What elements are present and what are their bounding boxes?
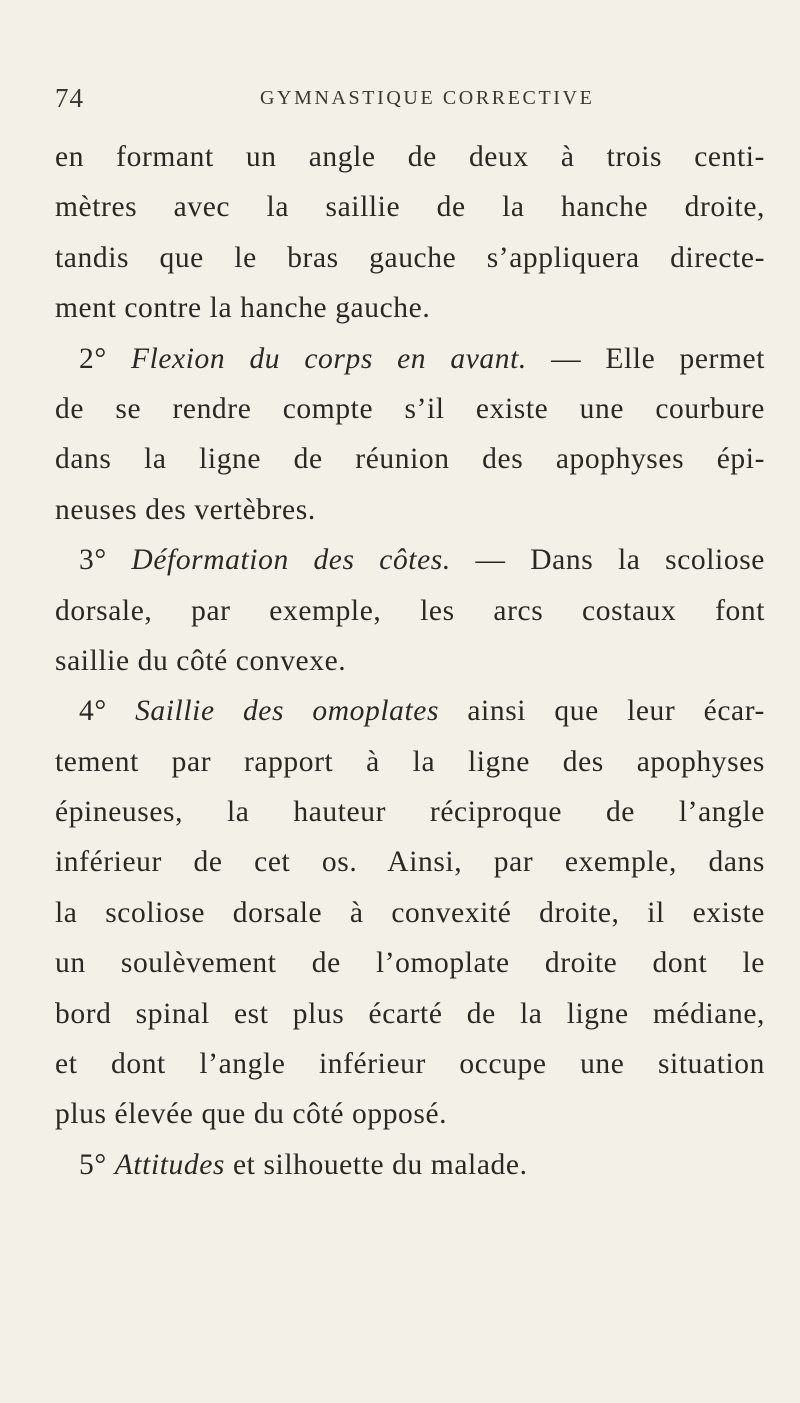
- section-number: 2°: [79, 342, 131, 375]
- section-number: 3°: [79, 544, 132, 577]
- text-line: mètres avec la saillie de la hanche droite,: [55, 191, 765, 224]
- text-line: plus élevée que du côté opposé.: [55, 1098, 448, 1131]
- text-line: dans la ligne de réunion des apophyses épi-: [55, 443, 765, 476]
- section-5-heading-line: [55, 1140, 765, 1190]
- section-title: Saillie des omoplates: [135, 695, 440, 728]
- text-line: tement par rapport à la ligne des apophyses: [55, 745, 765, 778]
- section-number: 5°: [79, 1148, 115, 1181]
- text-line: la scoliose dorsale à convexité droite, il existe: [55, 896, 765, 929]
- section-title: Flexion du corps en avant.: [130, 342, 527, 375]
- page-number: 74: [55, 83, 84, 113]
- text-line: épineuses, la hauteur réciproque de l’angle: [55, 796, 765, 829]
- section-title: Attitudes: [114, 1148, 226, 1181]
- text-line: un soulèvement de l’omoplate droite dont le: [55, 947, 765, 980]
- section-2-heading-line: [55, 334, 765, 384]
- text-line: ment contre la hanche gauche.: [55, 292, 431, 325]
- section-title: Déformation des côtes.: [131, 544, 451, 577]
- text-line: et dont l’angle inférieur occupe une situation: [55, 1048, 765, 1081]
- text-line: en formant un angle de deux à trois centi-: [55, 141, 765, 173]
- text-span: et silhouette du malade.: [225, 1148, 528, 1181]
- section-4-heading-line: [55, 686, 765, 736]
- running-head: [55, 83, 755, 117]
- section-number: 4°: [79, 695, 136, 728]
- text-line: saillie du côté convexe.: [55, 644, 347, 677]
- section-3-heading-line: [55, 535, 765, 585]
- text-line: de se rendre compte s’il existe une courbure: [55, 392, 765, 425]
- body-text: [55, 132, 765, 1190]
- running-title: GYMNASTIQUE CORRECTIVE: [260, 87, 595, 109]
- text-line: tandis que le bras gauche s’appliquera directe-: [55, 241, 765, 274]
- text-line: bord spinal est plus écarté de la ligne médiane,: [55, 997, 765, 1030]
- text-span: ainsi que leur écar-: [439, 695, 765, 728]
- text-span: — Dans la scoliose: [450, 544, 765, 577]
- text-line: neuses des vertèbres.: [55, 493, 316, 526]
- text-line: dorsale, par exemple, les arcs costaux font: [55, 594, 765, 627]
- text-span: — Elle permet: [526, 342, 765, 375]
- text-line: inférieur de cet os. Ainsi, par exemple, dans: [55, 846, 765, 879]
